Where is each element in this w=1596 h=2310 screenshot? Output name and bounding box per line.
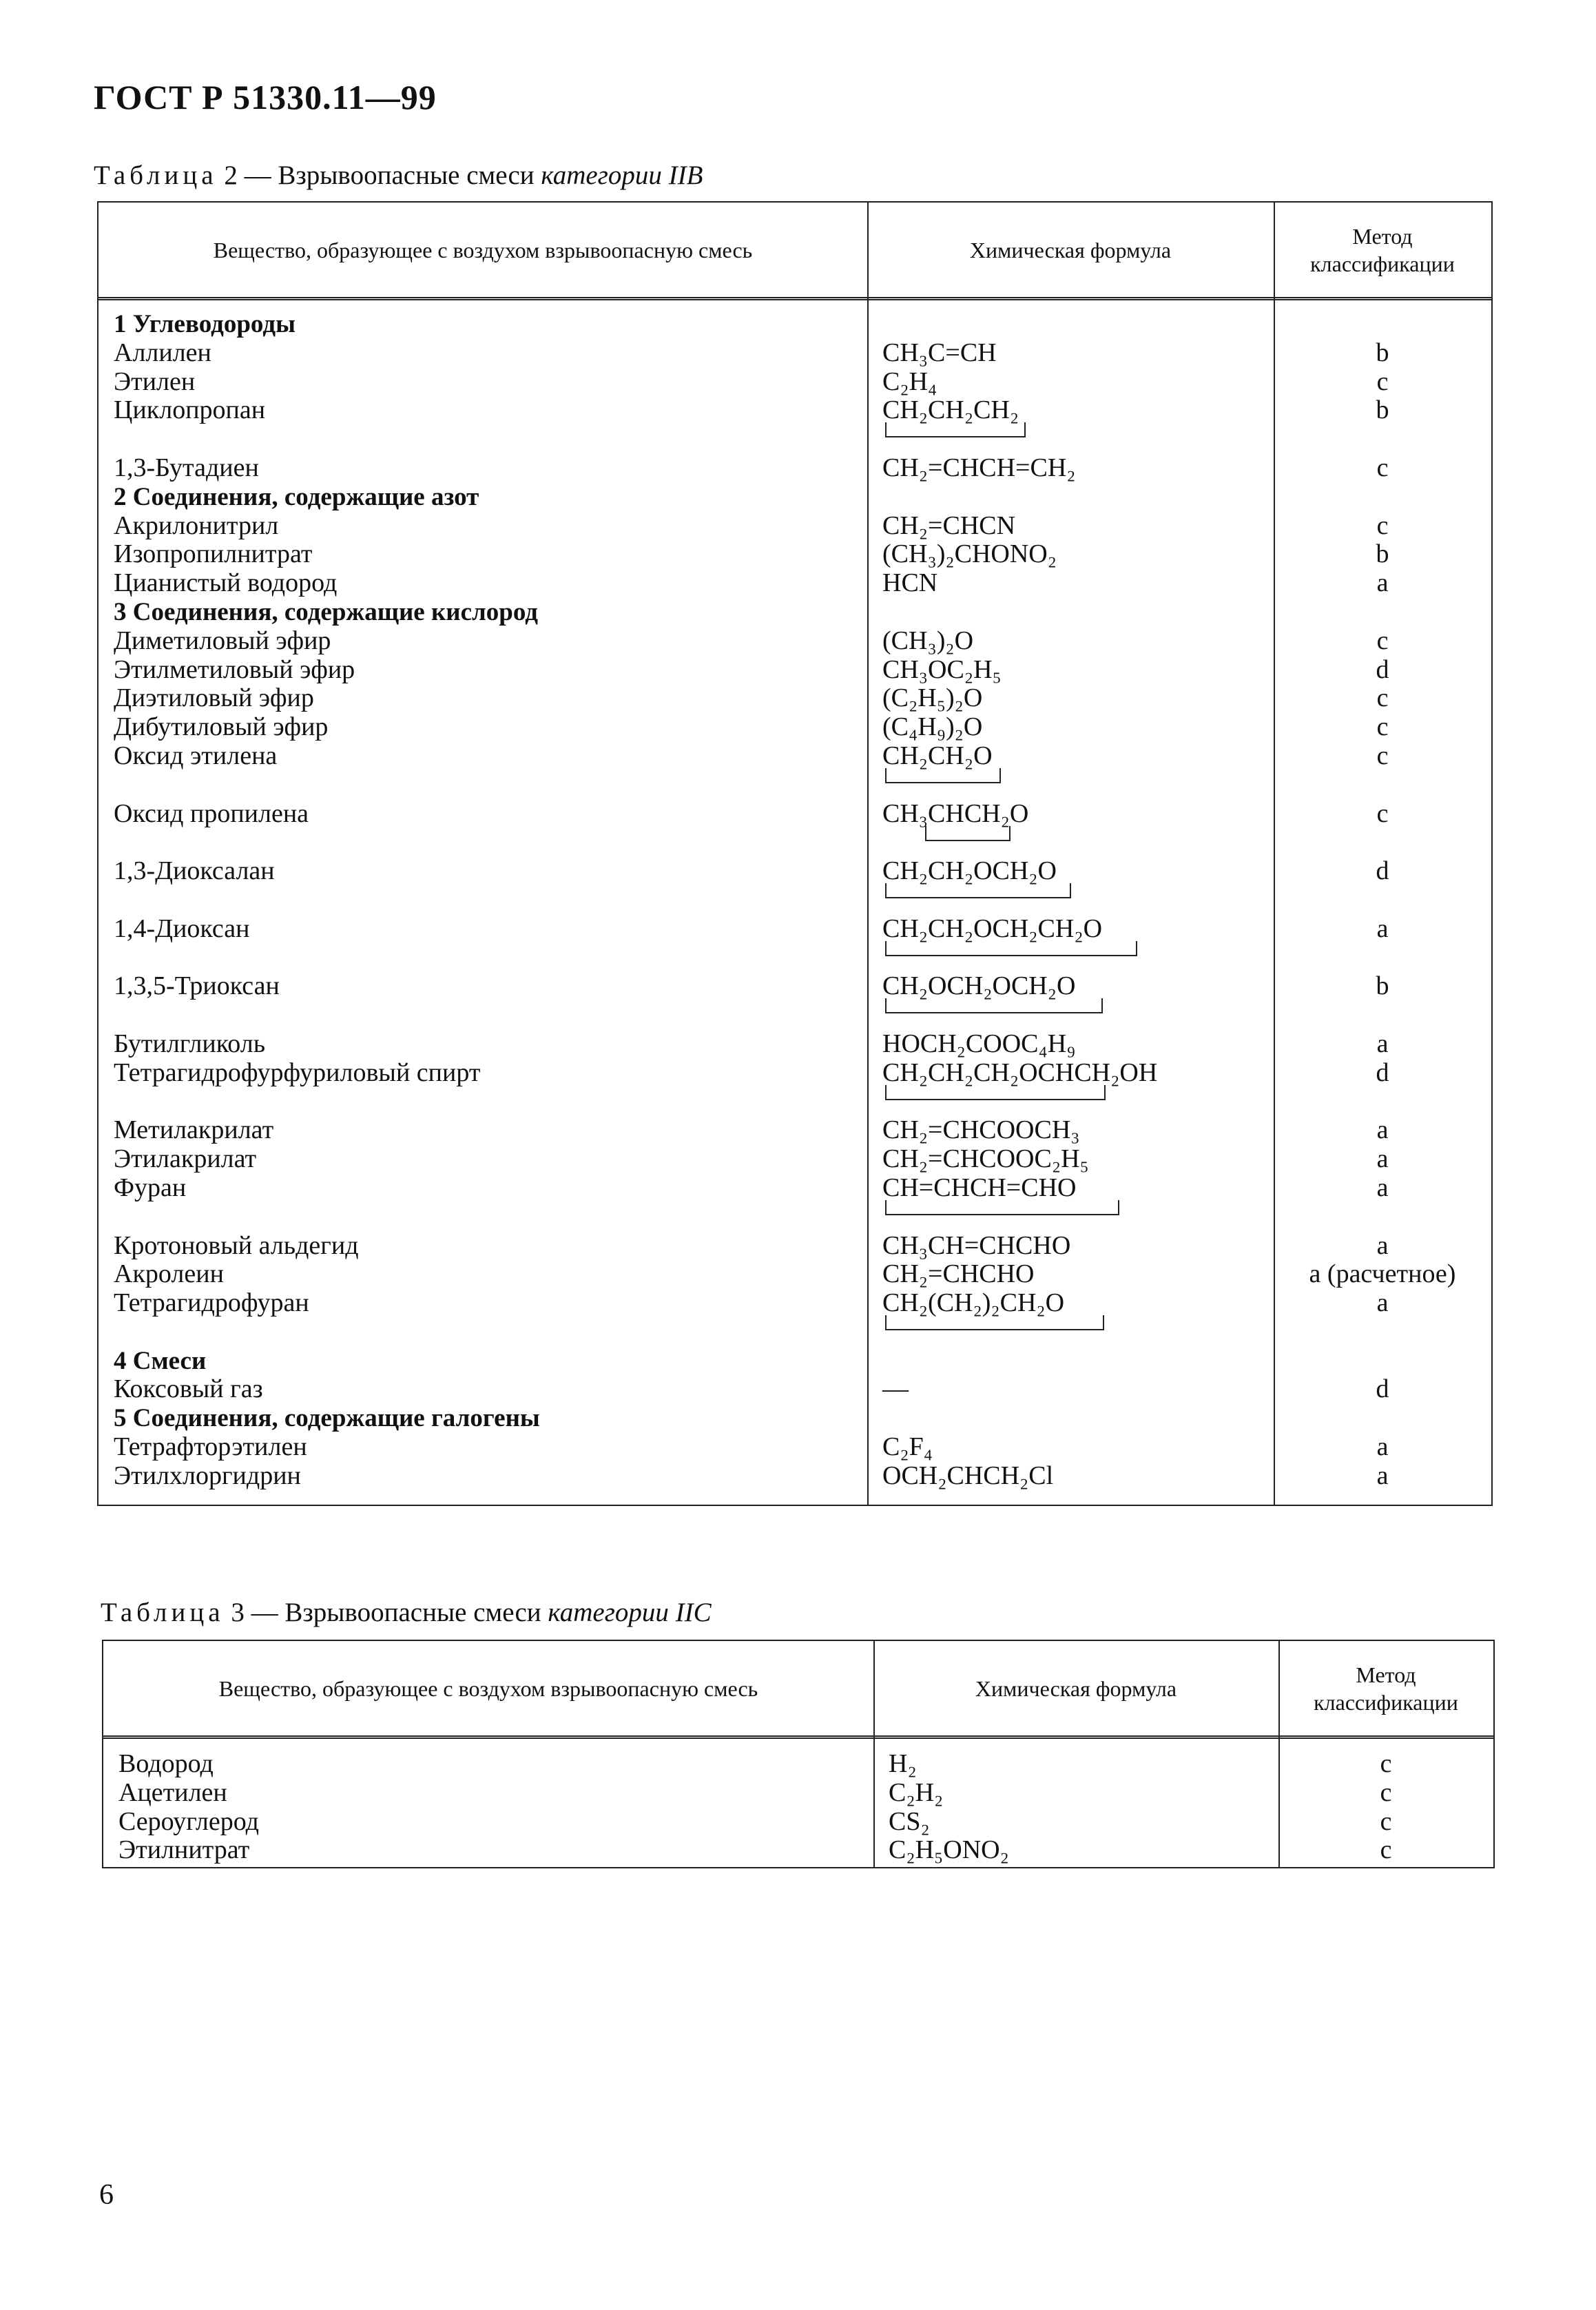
chemical-formula — [867, 1260, 1274, 1289]
classification-method: c — [1376, 712, 1389, 742]
classification-method: c — [1376, 511, 1389, 540]
substance-name: Кротоновый альдегид — [114, 1230, 359, 1260]
section-heading: 3 Соединения, содержащие кислород — [114, 597, 539, 626]
formula-text: CH₃OC₂H₅ — [882, 654, 1002, 684]
table-row — [99, 396, 1491, 454]
section-heading: 2 Соединения, содержащие азот — [114, 482, 479, 511]
formula-text: CH₃C=CH — [882, 338, 997, 367]
section-heading: 4 Смеси — [114, 1346, 207, 1375]
substance-name: 1,4-Диоксан — [114, 914, 250, 943]
table-row — [99, 656, 1491, 685]
formula-text: HCN — [882, 568, 938, 598]
substance-name: 1,3,5-Триоксан — [114, 971, 280, 1001]
header-formula: Химическая формула — [975, 1675, 1177, 1701]
table-row — [99, 1059, 1491, 1117]
formula-text: HOCH₂COOC₄H₉ — [882, 1029, 1076, 1058]
chemical-formula — [867, 915, 1274, 944]
table2-caption-category: категории IIB — [541, 161, 703, 190]
formula-text: CH₃CHCH₂O — [882, 798, 1029, 828]
ring-bracket — [885, 1085, 1106, 1100]
ring-bracket — [885, 768, 1001, 783]
chemical-formula — [867, 800, 1274, 829]
table2-caption — [94, 160, 703, 191]
table3-caption-category: категории IIC — [548, 1598, 712, 1627]
formula-text: (C₄H₉)₂O — [882, 712, 983, 742]
chemical-formula — [867, 454, 1274, 483]
section-heading: 1 Углеводороды — [114, 310, 296, 338]
table3-header — [103, 1641, 1493, 1739]
table-row — [103, 1808, 1493, 1837]
substance-name: Коксовый газ — [114, 1374, 263, 1404]
classification-method: a — [1376, 1173, 1389, 1202]
chemical-formula — [867, 368, 1274, 397]
classification-method: c — [1380, 1835, 1392, 1865]
chemical-formula — [873, 1779, 1278, 1808]
substance-name: Изопропилнитрат — [114, 539, 313, 569]
formula-text: CH₂CH₂OCH₂O — [882, 856, 1057, 886]
section-heading: 5 Соединения, содержащие галогены — [114, 1404, 540, 1433]
formula-text: C₂H₂ — [889, 1777, 944, 1807]
substance-name: Метилакрилат — [114, 1115, 274, 1145]
section-row — [99, 310, 1491, 339]
classification-method: c — [1376, 453, 1389, 482]
classification-method: c — [1380, 1777, 1392, 1807]
chemical-formula — [867, 396, 1274, 425]
classification-method: a — [1376, 568, 1389, 598]
ring-bracket — [925, 826, 1011, 841]
formula-text: C₂F₄ — [882, 1432, 933, 1462]
classification-method: d — [1376, 856, 1389, 886]
substance-name: 1,3-Бутадиен — [114, 453, 259, 482]
classification-method: c — [1380, 1749, 1392, 1778]
classification-method: a — [1376, 914, 1389, 943]
classification-method: d — [1376, 654, 1389, 684]
chemical-formula — [867, 569, 1274, 598]
substance-name: Акролеин — [114, 1259, 224, 1289]
formula-text: (CH₃)₂CHONO₂ — [882, 539, 1057, 569]
section-row — [99, 598, 1491, 627]
substance-name: Бутилгликоль — [114, 1029, 266, 1058]
formula-text: CH₂(CH₂)₂CH₂O — [882, 1288, 1065, 1318]
table-row — [99, 569, 1491, 598]
formula-text: CH₂=CHCOOC₂H₅ — [882, 1144, 1089, 1174]
table-row — [99, 368, 1491, 397]
table-row — [103, 1750, 1493, 1779]
formula-text: CH₃CH=CHCHO — [882, 1230, 1071, 1260]
classification-method: a — [1376, 1115, 1389, 1145]
chemical-formula — [867, 1145, 1274, 1174]
chemical-formula — [867, 1232, 1274, 1261]
classification-method: a — [1376, 1144, 1389, 1174]
header-substance: Вещество, образующее с воздухом взрывоопасную смесь — [213, 237, 753, 262]
substance-name: Этилен — [114, 367, 196, 396]
ring-bracket — [885, 1315, 1104, 1330]
formula-text: (CH₃)₂O — [882, 626, 974, 655]
classification-method: b — [1376, 395, 1389, 425]
table-row — [99, 540, 1491, 569]
formula-text: CH₂CH₂CH₂OCHCH₂OH — [882, 1058, 1158, 1087]
chemical-formula — [867, 1289, 1274, 1318]
formula-text: CH₂CH₂O — [882, 741, 993, 770]
classification-method: a — [1376, 1230, 1389, 1260]
substance-name: Этилметиловый эфир — [114, 654, 355, 684]
chemical-formula — [867, 742, 1274, 771]
substance-name: Диметиловый эфир — [114, 626, 331, 655]
substance-name: Тетрагидрофуран — [114, 1288, 309, 1318]
substance-name: Этилакрилат — [114, 1144, 257, 1174]
formula-text: CH₂=CHCH=CH₂ — [882, 453, 1076, 482]
table3-caption — [101, 1597, 712, 1628]
formula-text: CH₂=CHCHO — [882, 1259, 1035, 1289]
table3-caption-text: 3 — Взрывоопасные смеси — [224, 1598, 548, 1627]
chemical-formula — [873, 1808, 1278, 1837]
substance-name: 1,3-Диоксалан — [114, 856, 275, 886]
classification-method: b — [1376, 971, 1389, 1001]
classification-method: b — [1376, 338, 1389, 367]
classification-method: a (расчетное) — [1309, 1259, 1456, 1289]
substance-name: Аллилен — [114, 338, 211, 367]
table-row — [99, 627, 1491, 656]
section-row — [99, 483, 1491, 512]
table3 — [102, 1640, 1495, 1868]
chemical-formula — [867, 1433, 1274, 1462]
section-row — [99, 1404, 1491, 1433]
table-row — [99, 915, 1491, 973]
header-method: Метод классификации — [1310, 223, 1455, 276]
document-title: ГОСТ Р 51330.11—99 — [94, 78, 437, 116]
classification-method: d — [1376, 1374, 1389, 1404]
section-row — [99, 1347, 1491, 1376]
chemical-formula — [867, 1174, 1274, 1203]
substance-name: Акрилонитрил — [114, 511, 279, 540]
substance-name: Этилнитрат — [118, 1835, 250, 1865]
table-row — [99, 1289, 1491, 1347]
classification-method: c — [1376, 798, 1389, 828]
chemical-formula — [873, 1836, 1278, 1865]
table-row — [99, 1232, 1491, 1261]
table-row — [99, 1433, 1491, 1462]
table-row — [99, 454, 1491, 483]
formula-text: C₂H₅ONO₂ — [889, 1835, 1009, 1865]
chemical-formula — [867, 1116, 1274, 1145]
table-row — [103, 1836, 1493, 1865]
classification-method: c — [1376, 741, 1389, 770]
substance-name: Ацетилен — [118, 1777, 227, 1807]
classification-method: a — [1376, 1432, 1389, 1462]
formula-text: CS₂ — [889, 1806, 930, 1836]
table2-header — [99, 203, 1491, 300]
table-row — [99, 512, 1491, 541]
formula-text: CH=CHCH=CHO — [882, 1173, 1077, 1202]
table-row — [99, 713, 1491, 742]
classification-method: d — [1376, 1058, 1389, 1087]
table2-caption-text: 2 — Взрывоопасные смеси — [217, 161, 541, 190]
formula-text: CH₂CH₂CH₂ — [882, 395, 1019, 425]
ring-bracket — [885, 1200, 1119, 1215]
substance-name: Тетрафторэтилен — [114, 1432, 307, 1462]
classification-method: a — [1376, 1288, 1389, 1318]
chemical-formula — [867, 972, 1274, 1001]
classification-method: c — [1380, 1806, 1392, 1836]
table-row — [103, 1779, 1493, 1808]
chemical-formula — [867, 1059, 1274, 1088]
substance-name: Оксид этилена — [114, 741, 278, 770]
formula-text: CH₂=CHCOOCH₃ — [882, 1115, 1080, 1145]
substance-name: Оксид пропилена — [114, 798, 309, 828]
table-row — [99, 684, 1491, 713]
table-row — [99, 339, 1491, 368]
table2 — [97, 201, 1493, 1506]
table-row — [99, 1375, 1491, 1404]
ring-bracket — [885, 883, 1071, 898]
chemical-formula — [867, 684, 1274, 713]
formula-text: CH₂CH₂OCH₂CH₂O — [882, 914, 1103, 943]
chemical-formula — [867, 1462, 1274, 1491]
substance-name: Сероуглерод — [118, 1806, 259, 1836]
chemical-formula — [867, 656, 1274, 685]
table-row — [99, 1462, 1491, 1491]
chemical-formula — [867, 339, 1274, 368]
classification-method: c — [1376, 683, 1389, 713]
ring-bracket — [885, 941, 1137, 956]
ring-bracket — [885, 422, 1026, 437]
formula-text: CH₂=CHCN — [882, 511, 1016, 540]
formula-text: — — [882, 1374, 909, 1404]
substance-name: Фуран — [114, 1173, 187, 1202]
classification-method: c — [1376, 367, 1389, 396]
table2-caption-word: Таблица — [94, 161, 218, 190]
chemical-formula — [867, 627, 1274, 656]
formula-text: OCH₂CHCH₂Cl — [882, 1461, 1054, 1490]
table3-caption-word: Таблица — [101, 1598, 225, 1627]
formula-text: (C₂H₅)₂O — [882, 683, 983, 713]
table-row — [99, 1260, 1491, 1289]
substance-name: Дибутиловый эфир — [114, 712, 329, 742]
header-method: Метод классификации — [1314, 1662, 1458, 1715]
ring-bracket — [885, 998, 1103, 1013]
chemical-formula — [867, 540, 1274, 569]
classification-method: a — [1376, 1029, 1389, 1058]
substance-name: Циклопропан — [114, 395, 266, 425]
header-formula: Химическая формула — [969, 237, 1172, 262]
table-row — [99, 972, 1491, 1030]
table2-body — [99, 305, 1491, 1491]
chemical-formula — [867, 1030, 1274, 1059]
classification-method: a — [1376, 1461, 1389, 1490]
formula-text: CH₂OCH₂OCH₂O — [882, 971, 1076, 1001]
chemical-formula — [867, 857, 1274, 886]
table-row — [99, 1174, 1491, 1232]
header-substance: Вещество, образующее с воздухом взрывоопасную смесь — [218, 1675, 758, 1701]
chemical-formula — [873, 1750, 1278, 1779]
table-row — [99, 1116, 1491, 1145]
formula-text: C₂H₄ — [882, 367, 937, 396]
formula-text: H₂ — [889, 1749, 917, 1778]
table-row — [99, 857, 1491, 915]
chemical-formula — [867, 1375, 1274, 1404]
page-number: 6 — [99, 2179, 114, 2211]
chemical-formula — [867, 713, 1274, 742]
table-row — [99, 800, 1491, 858]
table3-body — [103, 1743, 1493, 1865]
table-row — [99, 1030, 1491, 1059]
classification-method: b — [1376, 539, 1389, 569]
classification-method: c — [1376, 626, 1389, 655]
substance-name: Водород — [118, 1749, 214, 1778]
substance-name: Тетрагидрофурфуриловый спирт — [114, 1058, 481, 1087]
substance-name: Цианистый водород — [114, 568, 338, 598]
substance-name: Этилхлоргидрин — [114, 1461, 301, 1490]
substance-name: Диэтиловый эфир — [114, 683, 314, 713]
table-row — [99, 742, 1491, 800]
table-row — [99, 1145, 1491, 1174]
chemical-formula — [867, 512, 1274, 541]
